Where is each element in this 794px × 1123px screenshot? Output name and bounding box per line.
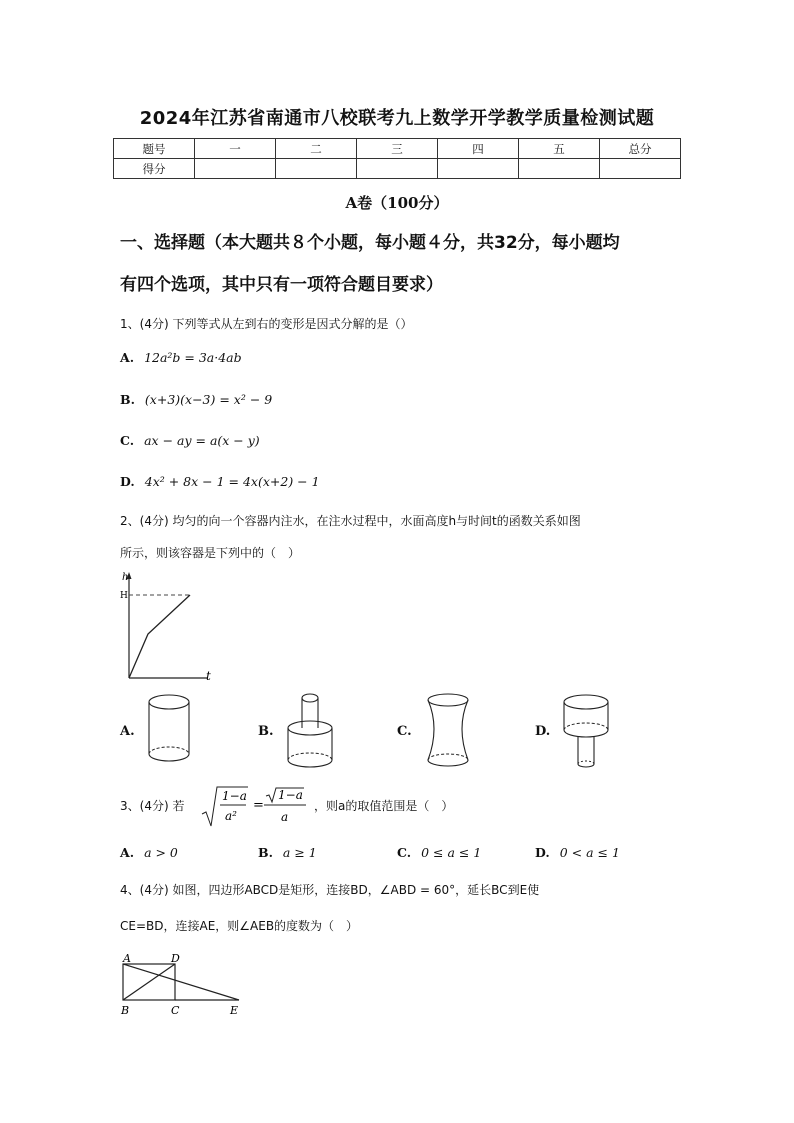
- diagonal-bd: [123, 964, 175, 1000]
- score-header-cell: 二: [276, 139, 357, 159]
- score-cell: [357, 159, 438, 179]
- score-header-cell: 总分: [600, 139, 681, 159]
- section-heading-line2: 有四个选项，其中只有一项符合题目要求）: [120, 275, 443, 295]
- lhs-numerator: 1−a: [222, 789, 247, 803]
- level-label: H: [120, 591, 128, 601]
- q2-option-b-label: B.: [258, 724, 274, 739]
- option-expr: a ≥ 1: [282, 845, 317, 860]
- q3-radical-equation: [200, 784, 312, 830]
- option-expr: (x+3)(x−3) = x² − 9: [144, 392, 273, 407]
- option-label: D.: [120, 474, 135, 489]
- point-c-label: C: [171, 1004, 180, 1017]
- rhs-numerator: 1−a: [278, 788, 303, 802]
- score-table-score-row: [114, 159, 681, 179]
- equals-sign: =: [253, 798, 264, 813]
- option-expr: 0 < a ≤ 1: [559, 845, 620, 860]
- option-expr: 12a²b = 3a·4ab: [144, 350, 242, 365]
- exam-title: 2024年江苏省南通市八校联考九上数学开学教学质量检测试题: [139, 108, 655, 129]
- container-c-hourglass: [422, 690, 474, 772]
- segment-ae: [123, 964, 239, 1000]
- score-cell: [600, 159, 681, 179]
- q2-option-c-label: C.: [397, 724, 412, 739]
- option-label: D.: [535, 845, 550, 860]
- q1-option-b: [120, 392, 272, 407]
- section-heading-line1: 一、选择题（本大题共８个小题，每小题４分，共32分，每小题均: [120, 233, 620, 253]
- option-expr: a > 0: [144, 845, 178, 860]
- q1-option-a: [120, 350, 242, 365]
- score-cell: [195, 159, 276, 179]
- score-row-label: 得分: [114, 159, 195, 179]
- score-table: [113, 138, 681, 179]
- volume-heading: A卷（100分）: [345, 194, 449, 212]
- q4-stem-line2: CE=BD，连接AE，则∠AEB的度数为（ ）: [120, 919, 359, 933]
- score-header-cell: 四: [438, 139, 519, 159]
- q4-rectangle-figure: [114, 950, 249, 1018]
- option-label: A.: [120, 845, 135, 860]
- q3-stem-prefix: 3、(4分) 若: [120, 799, 185, 813]
- rhs-denominator: a: [281, 810, 289, 824]
- score-header-cell: 题号: [114, 139, 195, 159]
- q3-option-a: [120, 845, 178, 860]
- option-label: B.: [120, 392, 135, 407]
- q2-stem-line1: 2、(4分) 均匀的向一个容器内注水，在注水过程中，水面高度h与时间t的函数关系如图: [120, 514, 581, 528]
- q1-option-c: [120, 433, 260, 448]
- q3-option-d: [535, 845, 620, 860]
- q1-option-d: [120, 474, 320, 489]
- point-e-label: E: [230, 1004, 239, 1017]
- score-cell: [276, 159, 357, 179]
- q2-option-d-label: D.: [535, 724, 551, 739]
- water-height-curve: [129, 595, 190, 678]
- container-b-narrow-top: [282, 688, 338, 772]
- q2-graph: [112, 570, 222, 685]
- point-d-label: D: [171, 952, 180, 965]
- option-label: A.: [120, 350, 135, 365]
- container-d-narrow-bottom: [558, 692, 614, 772]
- option-expr: ax − ay = a(x − y): [144, 433, 260, 448]
- option-label: C.: [397, 845, 412, 860]
- option-expr: 0 ≤ a ≤ 1: [421, 845, 482, 860]
- score-header-cell: 三: [357, 139, 438, 159]
- lhs-denominator: a²: [225, 809, 237, 823]
- score-cell: [438, 159, 519, 179]
- option-label: C.: [120, 433, 135, 448]
- score-cell: [519, 159, 600, 179]
- q4-stem-line1: 4、(4分) 如图，四边形ABCD是矩形，连接BD，∠ABD = 60°，延长BC到E使: [120, 883, 540, 897]
- option-label: B.: [258, 845, 273, 860]
- q1-stem: 1、(4分) 下列等式从左到右的变形是因式分解的是（）: [120, 317, 413, 331]
- option-expr: 4x² + 8x − 1 = 4x(x+2) − 1: [144, 474, 320, 489]
- q3-stem-suffix: ，则a的取值范围是（ ）: [314, 799, 454, 813]
- point-a-label: A: [123, 952, 131, 965]
- q2-stem-line2: 所示，则该容器是下列中的（ ）: [120, 546, 301, 560]
- x-axis-label: t: [206, 669, 211, 683]
- q3-option-c: [397, 845, 481, 860]
- container-a-cylinder: [143, 690, 195, 770]
- y-axis-label: h: [122, 572, 129, 583]
- q3-option-b: [258, 845, 317, 860]
- score-table-header-row: [114, 139, 681, 159]
- score-header-cell: 五: [519, 139, 600, 159]
- q2-option-a-label: A.: [120, 724, 135, 739]
- score-header-cell: 一: [195, 139, 276, 159]
- point-b-label: B: [121, 1004, 130, 1017]
